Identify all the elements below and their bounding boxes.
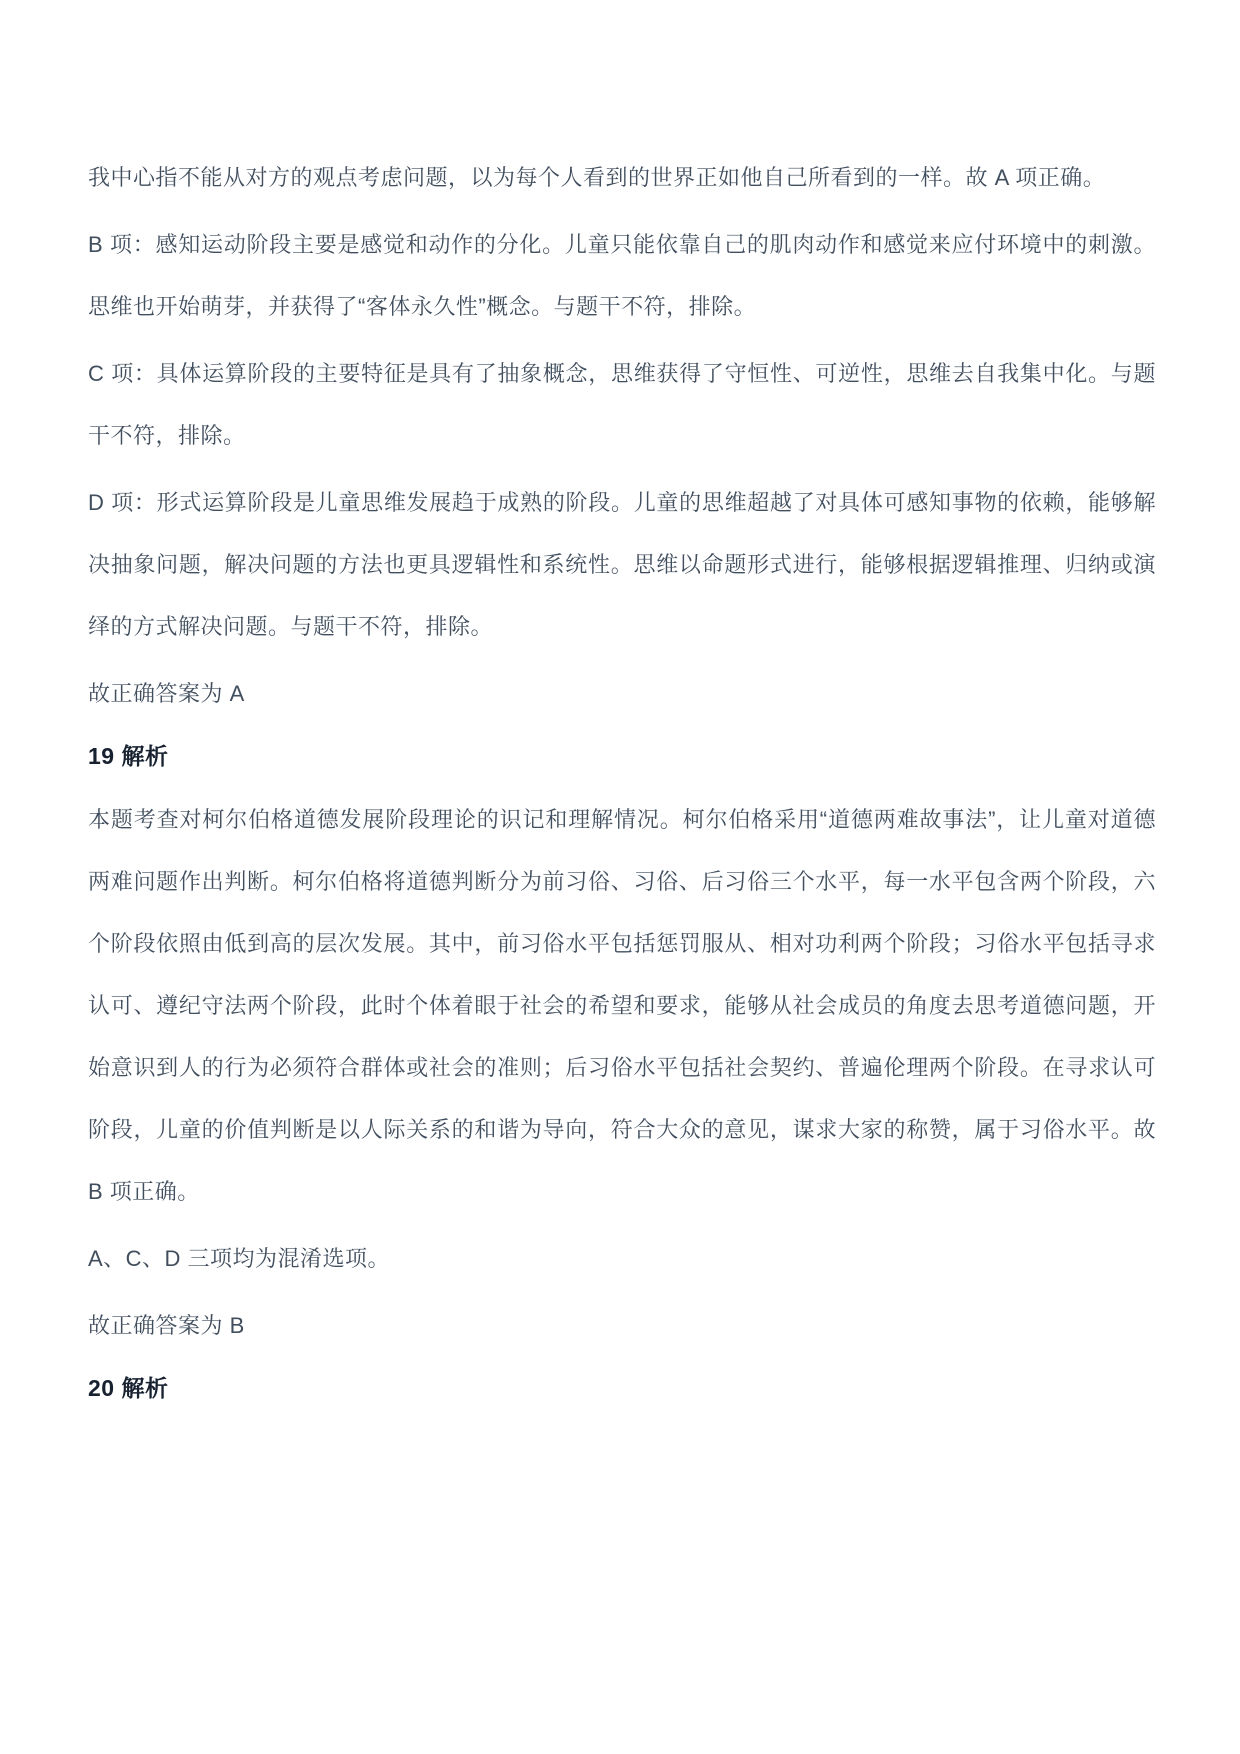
section-heading-19: 19 解析 bbox=[88, 743, 169, 769]
section-heading-20: 20 解析 bbox=[88, 1375, 169, 1401]
option-a-analysis: 我中心指不能从对方的观点考虑问题，以为每个人看到的世界正如他自己所看到的一样。故 A 项正确。 bbox=[88, 165, 1106, 190]
answer-line-b: 故正确答案为 B bbox=[88, 1313, 245, 1338]
option-c-analysis: C 项：具体运算阶段的主要特征是具有了抽象概念，思维获得了守恒性、可逆性，思维去自我集中化。与题干不符，排除。 bbox=[88, 361, 1156, 448]
answer-explanation-document bbox=[88, 0, 1156, 1421]
option-b-analysis: B 项：感知运动阶段主要是感觉和动作的分化。儿童只能依靠自己的肌肉动作和感觉来应付环境中的刺激。思维也开始萌芽，并获得了“客体永久性”概念。与题干不符，排除。 bbox=[88, 232, 1156, 319]
answer-line-a: 故正确答案为 A bbox=[88, 681, 245, 706]
q19-confusion-options: A、C、D 三项均为混淆选项。 bbox=[88, 1246, 391, 1271]
option-d-analysis: D 项：形式运算阶段是儿童思维发展趋于成熟的阶段。儿童的思维超越了对具体可感知事物的依赖，能够解决抽象问题，解决问题的方法也更具逻辑性和系统性。思维以命题形式进行，能够根据逻辑推理、归纳或演绎的方式解决问题。与题干不符，排除。 bbox=[88, 490, 1156, 639]
q19-analysis: 本题考查对柯尔伯格道德发展阶段理论的识记和理解情况。柯尔伯格采用“道德两难故事法”，让儿童对道德两难问题作出判断。柯尔伯格将道德判断分为前习俗、习俗、后习俗三个水平，每一水平包含两个阶段，六个阶段依照由低到高的层次发展。其中，前习俗水平包括惩罚服从、相对功利两个阶段；习俗水平包括寻求认可、遵纪守法两个阶段，此时个体着眼于社会的希望和要求，能够从社会成员的角度去思考道德问题，开始意识到人的行为必须符合群体或社会的准则；后习俗水平包括社会契约、普遍伦理两个阶段。在寻求认可阶段，儿童的价值判断是以人际关系的和谐为导向，符合大众的意见，谋求大家的称赞，属于习俗水平。故 B 项正确。 bbox=[88, 807, 1156, 1204]
